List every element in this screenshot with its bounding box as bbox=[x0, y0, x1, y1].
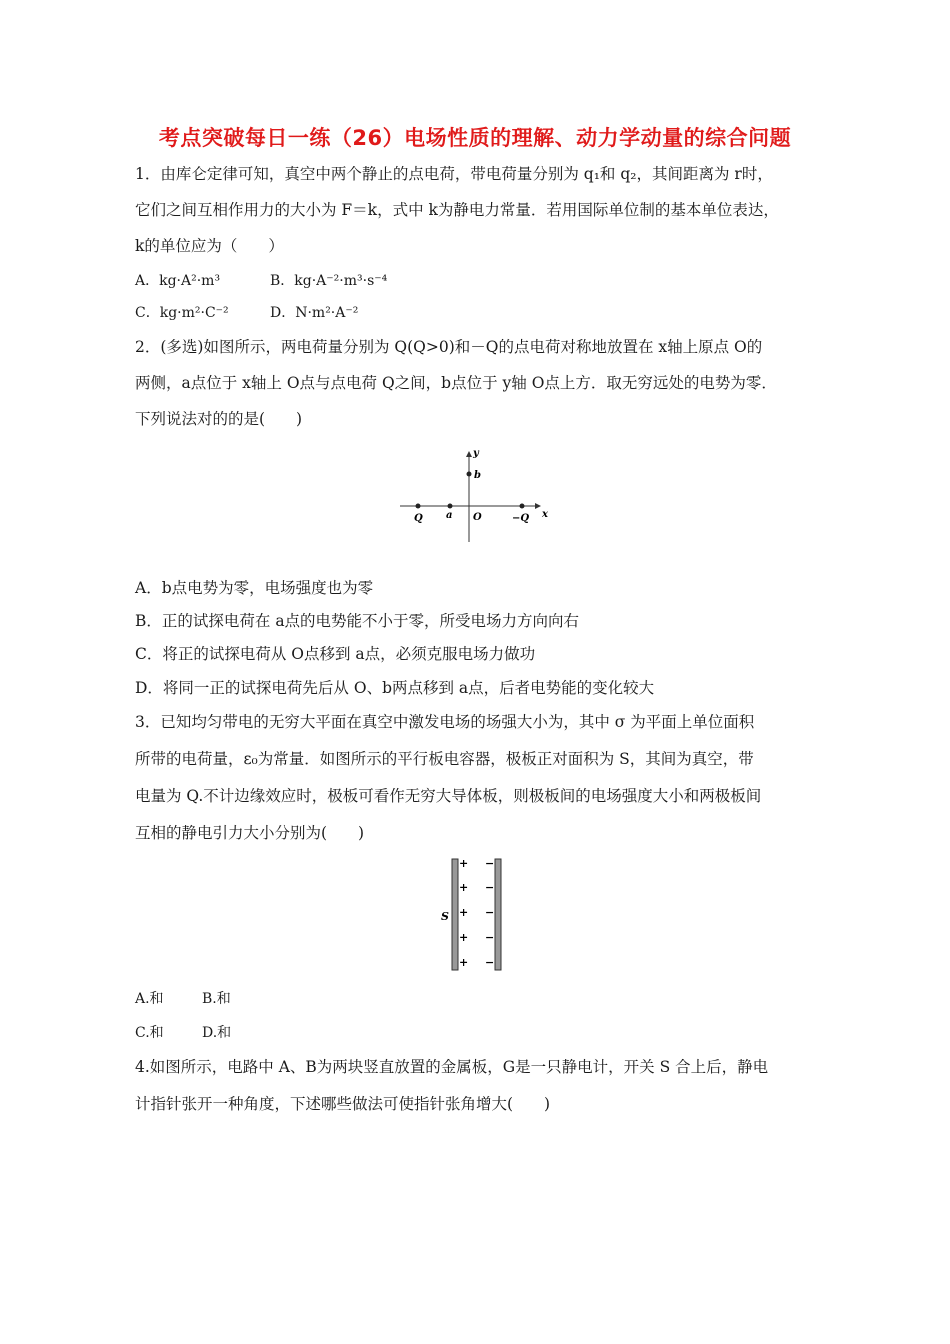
q4-line-2: 计指针张开一种角度，下述哪些做法可使指针张角增大( ) bbox=[135, 1095, 551, 1113]
x-label: x bbox=[542, 509, 548, 520]
plus-2: + bbox=[459, 881, 469, 894]
q2-option-b: B．正的试探电荷在 a点的电势能不小于零，所受电场力方向向右 bbox=[135, 612, 580, 630]
plus-1: + bbox=[459, 857, 469, 870]
point-b bbox=[467, 472, 472, 477]
q3-line-4: 互相的静电引力大小分别为( ) bbox=[135, 824, 365, 842]
point-a bbox=[448, 504, 453, 509]
q3-option-d: D.和 bbox=[202, 1025, 232, 1041]
minus-2: − bbox=[485, 881, 495, 894]
minus-3: − bbox=[485, 906, 495, 919]
plus-5: + bbox=[459, 956, 469, 969]
q2-line-2: 两侧，a点位于 x轴上 O点与点电荷 Q之间，b点位于 y轴 O点上方．取无穷远处的电势为零． bbox=[135, 374, 777, 392]
q3-option-a: A.和 bbox=[135, 991, 164, 1007]
q3-line-3: 电量为 Q.不计边缘效应时，极板可看作无穷大导体板，则极板间的电场强度大小和两极板间 bbox=[135, 787, 762, 805]
a-label: a bbox=[446, 510, 453, 521]
q4-line-1: 4.如图所示，电路中 A、B为两块竖直放置的金属板，G是一只静电计，开关 S 合上后，静电 bbox=[135, 1058, 769, 1076]
q1-option-d: D．N·m²·A⁻² bbox=[270, 305, 359, 321]
q2-option-c: C．将正的试探电荷从 O点移到 a点，必须克服电场力做功 bbox=[135, 645, 536, 663]
q2-line-3: 下列说法对的的是( ) bbox=[135, 410, 303, 428]
q2-line-1: 2．(多选)如图所示，两电荷量分别为 Q(Q>0)和－Q的点电荷对称地放置在 x轴上原点 O的 bbox=[135, 338, 763, 356]
b-label: b bbox=[474, 470, 481, 481]
q1-line-2: 它们之间互相作用力的大小为 F＝k，式中 k为静电力常量．若用国际单位制的基本单位表达， bbox=[135, 201, 779, 219]
q3-option-c: C.和 bbox=[135, 1025, 164, 1041]
q1-option-a: A．kg·A²·m³ bbox=[135, 273, 221, 289]
positive-plate bbox=[452, 859, 458, 970]
minus-5: − bbox=[485, 956, 495, 969]
q3-capacitor-figure bbox=[436, 857, 512, 973]
q3-option-b: B.和 bbox=[202, 991, 231, 1007]
negative-plate bbox=[495, 859, 501, 970]
q1-line-1: 1．由库仑定律可知，真空中两个静止的点电荷，带电荷量分别为 q₁和 q₂，其间距离为 r时， bbox=[135, 165, 773, 183]
plus-4: + bbox=[459, 931, 469, 944]
q-label: Q bbox=[414, 513, 423, 524]
page-title: 考点突破每日一练（26）电场性质的理解、动力学动量的综合问题 bbox=[158, 126, 792, 150]
q2-axis-figure bbox=[398, 444, 558, 546]
minus-4: − bbox=[485, 931, 495, 944]
q2-option-a: A．b点电势为零，电场强度也为零 bbox=[135, 579, 374, 597]
minus-1: − bbox=[485, 857, 495, 870]
q1-option-b: B．kg·A⁻²·m³·s⁻⁴ bbox=[270, 273, 388, 289]
o-label: O bbox=[473, 512, 482, 523]
s-label: S bbox=[441, 910, 449, 923]
q3-line-1: 3．已知均匀带电的无穷大平面在真空中激发电场的场强大小为，其中 σ 为平面上单位面积 bbox=[135, 713, 755, 731]
q3-line-2: 所带的电荷量，ε₀为常量．如图所示的平行板电容器，极板正对面积为 S，其间为真空，带 bbox=[135, 750, 754, 768]
neg-q-label: −Q bbox=[512, 513, 530, 524]
charge-q bbox=[416, 504, 421, 509]
charge-neg-q bbox=[520, 504, 525, 509]
y-label: y bbox=[473, 448, 479, 459]
plus-3: + bbox=[459, 906, 469, 919]
q1-option-c: C．kg·m²·C⁻² bbox=[135, 305, 229, 321]
q1-line-3: k的单位应为（ ） bbox=[135, 237, 284, 255]
q2-option-d: D．将同一正的试探电荷先后从 O、b两点移到 a点，后者电势能的变化较大 bbox=[135, 679, 655, 697]
